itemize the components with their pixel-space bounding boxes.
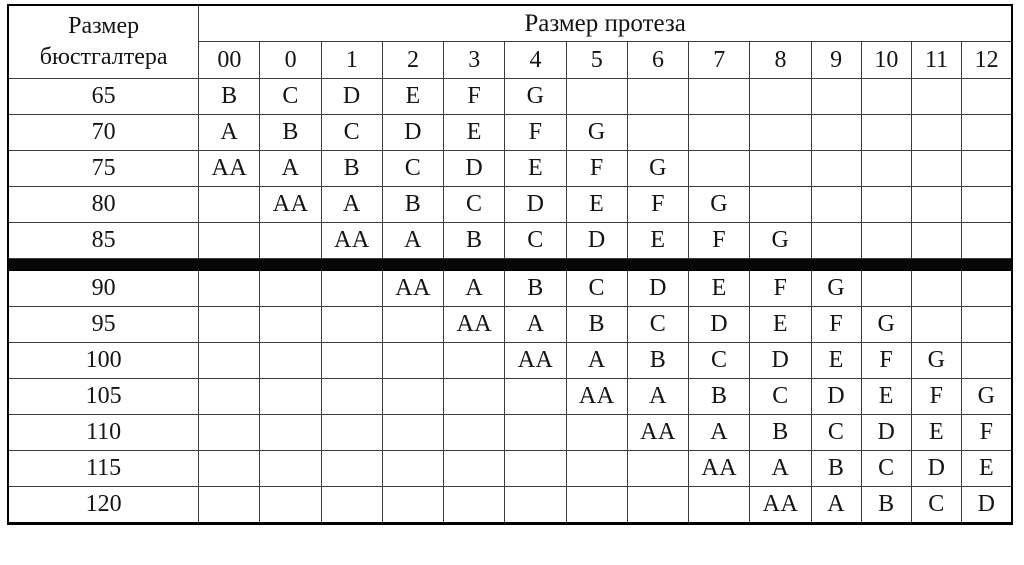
table-cell: A [199, 115, 260, 151]
table-cell [911, 307, 961, 343]
table-cell: C [260, 79, 321, 115]
column-header: 12 [962, 42, 1012, 79]
table-cell: D [505, 187, 566, 223]
table-cell [962, 115, 1012, 151]
table-cell: AA [566, 379, 627, 415]
table-cell [566, 487, 627, 524]
table-cell: B [444, 223, 505, 259]
table-cell [321, 415, 382, 451]
table-cell: F [566, 151, 627, 187]
table-cell [566, 79, 627, 115]
table-cell [962, 271, 1012, 307]
table-cell [861, 79, 911, 115]
table-cell [689, 115, 750, 151]
table-cell: G [811, 271, 861, 307]
table-cell [382, 451, 443, 487]
table-cell: E [566, 187, 627, 223]
table-cell [811, 115, 861, 151]
table-cell [199, 187, 260, 223]
table-cell [689, 79, 750, 115]
row-header-bra-size: 120 [8, 487, 199, 524]
table-cell: C [382, 151, 443, 187]
table-cell [260, 343, 321, 379]
table-cell: E [382, 79, 443, 115]
table-cell: C [321, 115, 382, 151]
table-cell: B [750, 415, 811, 451]
table-cell: B [861, 487, 911, 524]
table-cell [962, 79, 1012, 115]
table-cell: AA [321, 223, 382, 259]
table-cell: F [811, 307, 861, 343]
table-cell: AA [505, 343, 566, 379]
table-cell [911, 187, 961, 223]
row-header-bra-size: 70 [8, 115, 199, 151]
table-cell [566, 415, 627, 451]
section-divider-bar [8, 259, 1012, 271]
table-cell: E [911, 415, 961, 451]
table-cell [750, 187, 811, 223]
table-cell [444, 415, 505, 451]
table-cell: AA [750, 487, 811, 524]
table-cell: F [627, 187, 688, 223]
table-cell: G [566, 115, 627, 151]
table-cell [199, 415, 260, 451]
table-cell [962, 151, 1012, 187]
table-cell [444, 451, 505, 487]
table-cell: C [911, 487, 961, 524]
table-cell: B [321, 151, 382, 187]
table-cell: G [689, 187, 750, 223]
table-cell: A [444, 271, 505, 307]
table-cell [382, 379, 443, 415]
table-cell [199, 271, 260, 307]
row-header-bra-size: 85 [8, 223, 199, 259]
table-cell [861, 115, 911, 151]
table-cell: C [627, 307, 688, 343]
column-header: 10 [861, 42, 911, 79]
corner-header-bra-size [8, 5, 199, 79]
table-cell: C [444, 187, 505, 223]
table-cell: B [505, 271, 566, 307]
table-cell [861, 223, 911, 259]
table-cell: G [750, 223, 811, 259]
table-cell [911, 271, 961, 307]
table-cell: F [962, 415, 1012, 451]
table-cell [199, 343, 260, 379]
table-cell: E [444, 115, 505, 151]
table-cell: B [689, 379, 750, 415]
column-header: 9 [811, 42, 861, 79]
table-cell: B [382, 187, 443, 223]
table-cell: D [321, 79, 382, 115]
table-body [8, 79, 1012, 524]
column-header: 0 [260, 42, 321, 79]
table-cell [911, 79, 961, 115]
table-cell [321, 487, 382, 524]
corner-header-line2: бюстгалтера [39, 44, 168, 70]
table-cell [260, 223, 321, 259]
span-header-prosthesis-size: Размер протеза [199, 5, 1012, 42]
row-header-bra-size: 95 [8, 307, 199, 343]
table-cell: D [811, 379, 861, 415]
table-row [8, 451, 1012, 487]
table-cell [199, 307, 260, 343]
table-row [8, 223, 1012, 259]
table-cell: F [689, 223, 750, 259]
table-cell: E [861, 379, 911, 415]
column-header: 11 [911, 42, 961, 79]
table-cell [911, 151, 961, 187]
table-cell: F [444, 79, 505, 115]
table-cell [199, 379, 260, 415]
table-cell: C [811, 415, 861, 451]
table-cell: D [566, 223, 627, 259]
table-cell: B [627, 343, 688, 379]
table-cell [962, 223, 1012, 259]
row-header-bra-size: 80 [8, 187, 199, 223]
table-cell: C [689, 343, 750, 379]
table-cell: AA [260, 187, 321, 223]
table-cell [444, 379, 505, 415]
table-cell: D [962, 487, 1012, 524]
table-cell [321, 343, 382, 379]
table-cell [861, 151, 911, 187]
table-cell [382, 343, 443, 379]
table-row [8, 487, 1012, 524]
table-cell: E [627, 223, 688, 259]
row-header-bra-size: 65 [8, 79, 199, 115]
table-cell: E [689, 271, 750, 307]
column-header: 5 [566, 42, 627, 79]
table-cell [505, 379, 566, 415]
table-cell: D [750, 343, 811, 379]
column-header: 00 [199, 42, 260, 79]
column-header: 1 [321, 42, 382, 79]
table-cell [260, 379, 321, 415]
column-header: 3 [444, 42, 505, 79]
table-cell [962, 343, 1012, 379]
table-cell [962, 307, 1012, 343]
table-cell: E [505, 151, 566, 187]
table-cell: B [260, 115, 321, 151]
table-cell: AA [627, 415, 688, 451]
table-cell [750, 79, 811, 115]
table-cell [962, 187, 1012, 223]
column-header: 2 [382, 42, 443, 79]
table-cell: G [861, 307, 911, 343]
table-cell [627, 79, 688, 115]
table-cell [321, 379, 382, 415]
table-cell [811, 151, 861, 187]
table-cell [750, 151, 811, 187]
table-row [8, 379, 1012, 415]
table-cell: D [861, 415, 911, 451]
table-cell: A [505, 307, 566, 343]
table-cell [260, 487, 321, 524]
table-cell: AA [444, 307, 505, 343]
row-header-bra-size: 115 [8, 451, 199, 487]
table-cell [382, 415, 443, 451]
table-cell [444, 487, 505, 524]
table-cell [321, 307, 382, 343]
table-cell: G [627, 151, 688, 187]
row-header-bra-size: 100 [8, 343, 199, 379]
column-header: 4 [505, 42, 566, 79]
table-cell [861, 271, 911, 307]
table-cell [689, 487, 750, 524]
table-cell [260, 307, 321, 343]
prosthesis-size-table [7, 4, 1013, 525]
table-cell [811, 223, 861, 259]
table-cell: D [911, 451, 961, 487]
table-cell [627, 487, 688, 524]
table-cell [861, 187, 911, 223]
table-cell [911, 223, 961, 259]
column-header: 6 [627, 42, 688, 79]
table-cell [811, 79, 861, 115]
table-row [8, 307, 1012, 343]
table-cell: B [566, 307, 627, 343]
table-cell: AA [199, 151, 260, 187]
table-cell: B [199, 79, 260, 115]
table-cell: A [382, 223, 443, 259]
table-cell: C [861, 451, 911, 487]
table-cell: C [750, 379, 811, 415]
row-header-bra-size: 75 [8, 151, 199, 187]
table-cell: C [566, 271, 627, 307]
header-row-top [8, 5, 1012, 42]
table-row [8, 415, 1012, 451]
table-cell [260, 415, 321, 451]
table-cell: E [750, 307, 811, 343]
table-cell [321, 271, 382, 307]
table-cell: A [627, 379, 688, 415]
table-cell: G [911, 343, 961, 379]
table-row [8, 79, 1012, 115]
table-cell [382, 307, 443, 343]
table-cell [444, 343, 505, 379]
table-cell [505, 415, 566, 451]
row-header-bra-size: 105 [8, 379, 199, 415]
table-cell: A [566, 343, 627, 379]
column-header: 8 [750, 42, 811, 79]
table-cell [750, 115, 811, 151]
table-cell: F [911, 379, 961, 415]
table-cell [627, 451, 688, 487]
table-cell: A [750, 451, 811, 487]
table-cell: F [750, 271, 811, 307]
table-cell [505, 451, 566, 487]
section-divider-row [8, 259, 1012, 271]
table-cell [260, 271, 321, 307]
table-cell: F [861, 343, 911, 379]
table-cell [811, 187, 861, 223]
corner-header-line1: Размер [68, 12, 140, 39]
table-row [8, 343, 1012, 379]
table-cell: G [505, 79, 566, 115]
table-row [8, 271, 1012, 307]
table-cell [321, 451, 382, 487]
table-cell [199, 451, 260, 487]
table-row [8, 187, 1012, 223]
table-cell: A [811, 487, 861, 524]
table-cell: G [962, 379, 1012, 415]
table-cell: A [689, 415, 750, 451]
table-cell [505, 487, 566, 524]
table-cell: D [627, 271, 688, 307]
table-cell [199, 487, 260, 524]
table-cell: AA [382, 271, 443, 307]
table-cell [689, 151, 750, 187]
table-cell: AA [689, 451, 750, 487]
row-header-bra-size: 90 [8, 271, 199, 307]
table-cell [382, 487, 443, 524]
table-row [8, 115, 1012, 151]
table-cell: E [811, 343, 861, 379]
column-header: 7 [689, 42, 750, 79]
table-cell: B [811, 451, 861, 487]
table-cell: D [444, 151, 505, 187]
table-cell: A [260, 151, 321, 187]
table-cell: F [505, 115, 566, 151]
table-cell: D [689, 307, 750, 343]
table-cell [627, 115, 688, 151]
table-cell: D [382, 115, 443, 151]
table-cell: A [321, 187, 382, 223]
table-cell [566, 451, 627, 487]
table-cell: E [962, 451, 1012, 487]
table-cell [260, 451, 321, 487]
table-row [8, 151, 1012, 187]
table-cell [199, 223, 260, 259]
row-header-bra-size: 110 [8, 415, 199, 451]
table-cell [911, 115, 961, 151]
table-cell: C [505, 223, 566, 259]
